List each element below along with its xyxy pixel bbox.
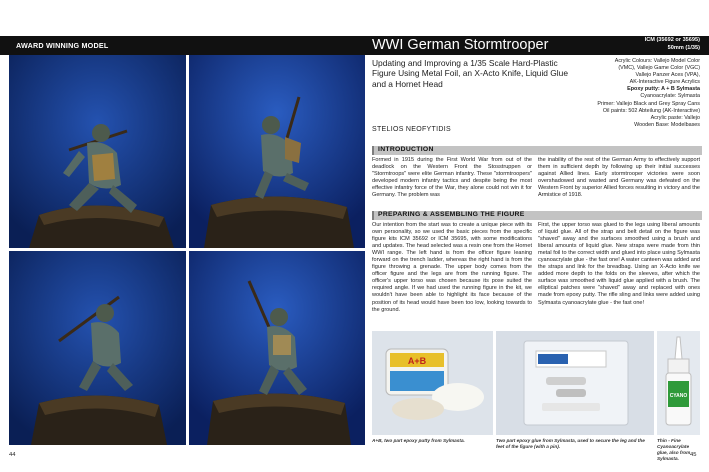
materials-item: Primer: Vallejo Black and Grey Spray Cans bbox=[597, 100, 700, 107]
page-number-left: 44 bbox=[9, 452, 16, 458]
prep-column-2: First, the upper torso was glued to the legs using liberal amounts of liquid glue. All of the strap and belt detail on the figure was "shaved" away and the surfaces smoothed using a brush and liberal amounts of liquid glue. New straps were made from thin metal foil to the correct width and glued into place using Sylmasta cyanoacrylate glue - the fast one! A water canteen was added and the straps and link for the breadbag. Using an X-Acto knife we added more depth to the folds on the sleeves, after which the surface was smoothed with liquid glue applied with a brush. The elliptical patches were "shaved" away and replaced with ones made from epoxy putty. The rifle sling and links were added using Sylmasta cyanoacrylate glue - the fast one! bbox=[538, 222, 700, 306]
section-heading: PREPARING & ASSEMBLING THE FIGURE bbox=[378, 211, 525, 218]
product-photo-epoxy-glue bbox=[496, 331, 654, 435]
figure-photo-rear-right bbox=[189, 251, 365, 445]
caption-epoxy-putty: A+B, two part epoxy putty from Sylmasta. bbox=[372, 438, 465, 443]
materials-item: Acrylic paste: Vallejo bbox=[650, 114, 700, 121]
intro-column-1: Formed in 1915 during the First World War from out of the deadlock on the Western Front the Stosstruppen or "Stormtroops" were elite German infantry. These "stormtroopers" developed modern infantry tactics and despite being the most effective infantry force of the War, they alone could not win it for Germany. The problem was bbox=[372, 157, 532, 199]
kit-ref-scale: 50mm (1/35) bbox=[667, 44, 700, 51]
figure-photo-front bbox=[9, 55, 186, 248]
article-subtitle: Updating and Improving a 1/35 Scale Hard-Plastic Figure Using Metal Foil, an X-Acto Knife, Liquid Glue and a Hornet Head bbox=[372, 58, 568, 89]
figure-photo-rear-left bbox=[9, 251, 186, 445]
intro-column-2: the inability of the rest of the German Army to effectively support them in sufficient depth by following up their initial successes against Allied lines. Early stormtrooper victories were soon overshadowed and wasted and Germany was defeated on the Western Front by superior Allied forces resulting in victory and the Armistice of 1918. bbox=[538, 157, 700, 199]
materials-item: AK-Interactive Figure Acrylics bbox=[629, 79, 700, 86]
materials-item: (VMC), Vallejo Game Color (VGC) bbox=[618, 65, 700, 72]
page-number-right: 45 bbox=[690, 452, 697, 458]
section-header-preparing bbox=[372, 211, 702, 220]
putty-box-label: A+B bbox=[407, 356, 427, 366]
cyanoacrylate-illustration bbox=[657, 331, 700, 435]
prep-column-1: Our intention from the start was to create a unique piece with its own personality, so we used the basic pieces from the specific figure kits ICM 35692 or ICM 35695, with some modifications and updates. The head selected was a resin one from the Hornet WWI range. The left hand is from the officer figure leaning forward on the trench ladder, whereas the right hand is from the figure throwing a grenade. The upper body comes from the officer figure and the legs are from the running figure. The officer's upper torso was chosen because its pose suited the required angle. If we had used the running figure in the kit, we wouldn't have been able to highlight its face because of the position of its head would have been too low, looking towards to the ground. bbox=[372, 222, 532, 313]
figure-photo-side-illustration bbox=[189, 55, 365, 248]
kit-reference bbox=[592, 37, 700, 52]
caption-epoxy-glue: Two part epoxy glue from Sylmasta, used to secure the leg and the feet of the figure (with a pin). bbox=[496, 438, 645, 449]
section-heading: INTRODUCTION bbox=[378, 146, 434, 153]
section-tag: AWARD WINNING MODEL bbox=[16, 41, 109, 50]
article-title: WWI German Stormtrooper bbox=[372, 37, 549, 53]
materials-item: Wooden Base: Modelbases bbox=[634, 121, 700, 128]
epoxy-putty-illustration bbox=[372, 331, 493, 435]
section-header-introduction bbox=[372, 146, 702, 155]
materials-list bbox=[548, 58, 700, 129]
author-name: STELIOS NEOFYTIDIS bbox=[372, 126, 451, 133]
product-photo-cyanoacrylate bbox=[657, 331, 700, 435]
figure-photo-rear-right-illustration bbox=[189, 251, 365, 445]
epoxy-glue-illustration bbox=[496, 331, 654, 435]
figure-photo-side bbox=[189, 55, 365, 248]
kit-ref-line: ICM (35692 or 35695) bbox=[644, 37, 700, 43]
figure-photo-front-illustration bbox=[9, 55, 186, 248]
materials-item: Cyanoacrylate: Sylmasta bbox=[640, 93, 700, 100]
product-photo-epoxy-putty bbox=[372, 331, 493, 435]
materials-item: Acrylic Colours: Vallejo Model Color bbox=[614, 58, 700, 64]
materials-item: Epoxy putty: A + B Sylmasta bbox=[627, 86, 700, 93]
figure-photo-rear-left-illustration bbox=[9, 251, 186, 445]
materials-item: Vallejo Panzer Aces (VPA), bbox=[635, 72, 700, 79]
materials-item: Oil paints: 502 Abteilung (AK-Interactive) bbox=[602, 107, 700, 114]
caption-cyanoacrylate: Thin - Fine Cyanoacrylate glue, also from Sylmasta. bbox=[657, 438, 691, 461]
glue-bottle-label: CYANO bbox=[669, 393, 688, 399]
